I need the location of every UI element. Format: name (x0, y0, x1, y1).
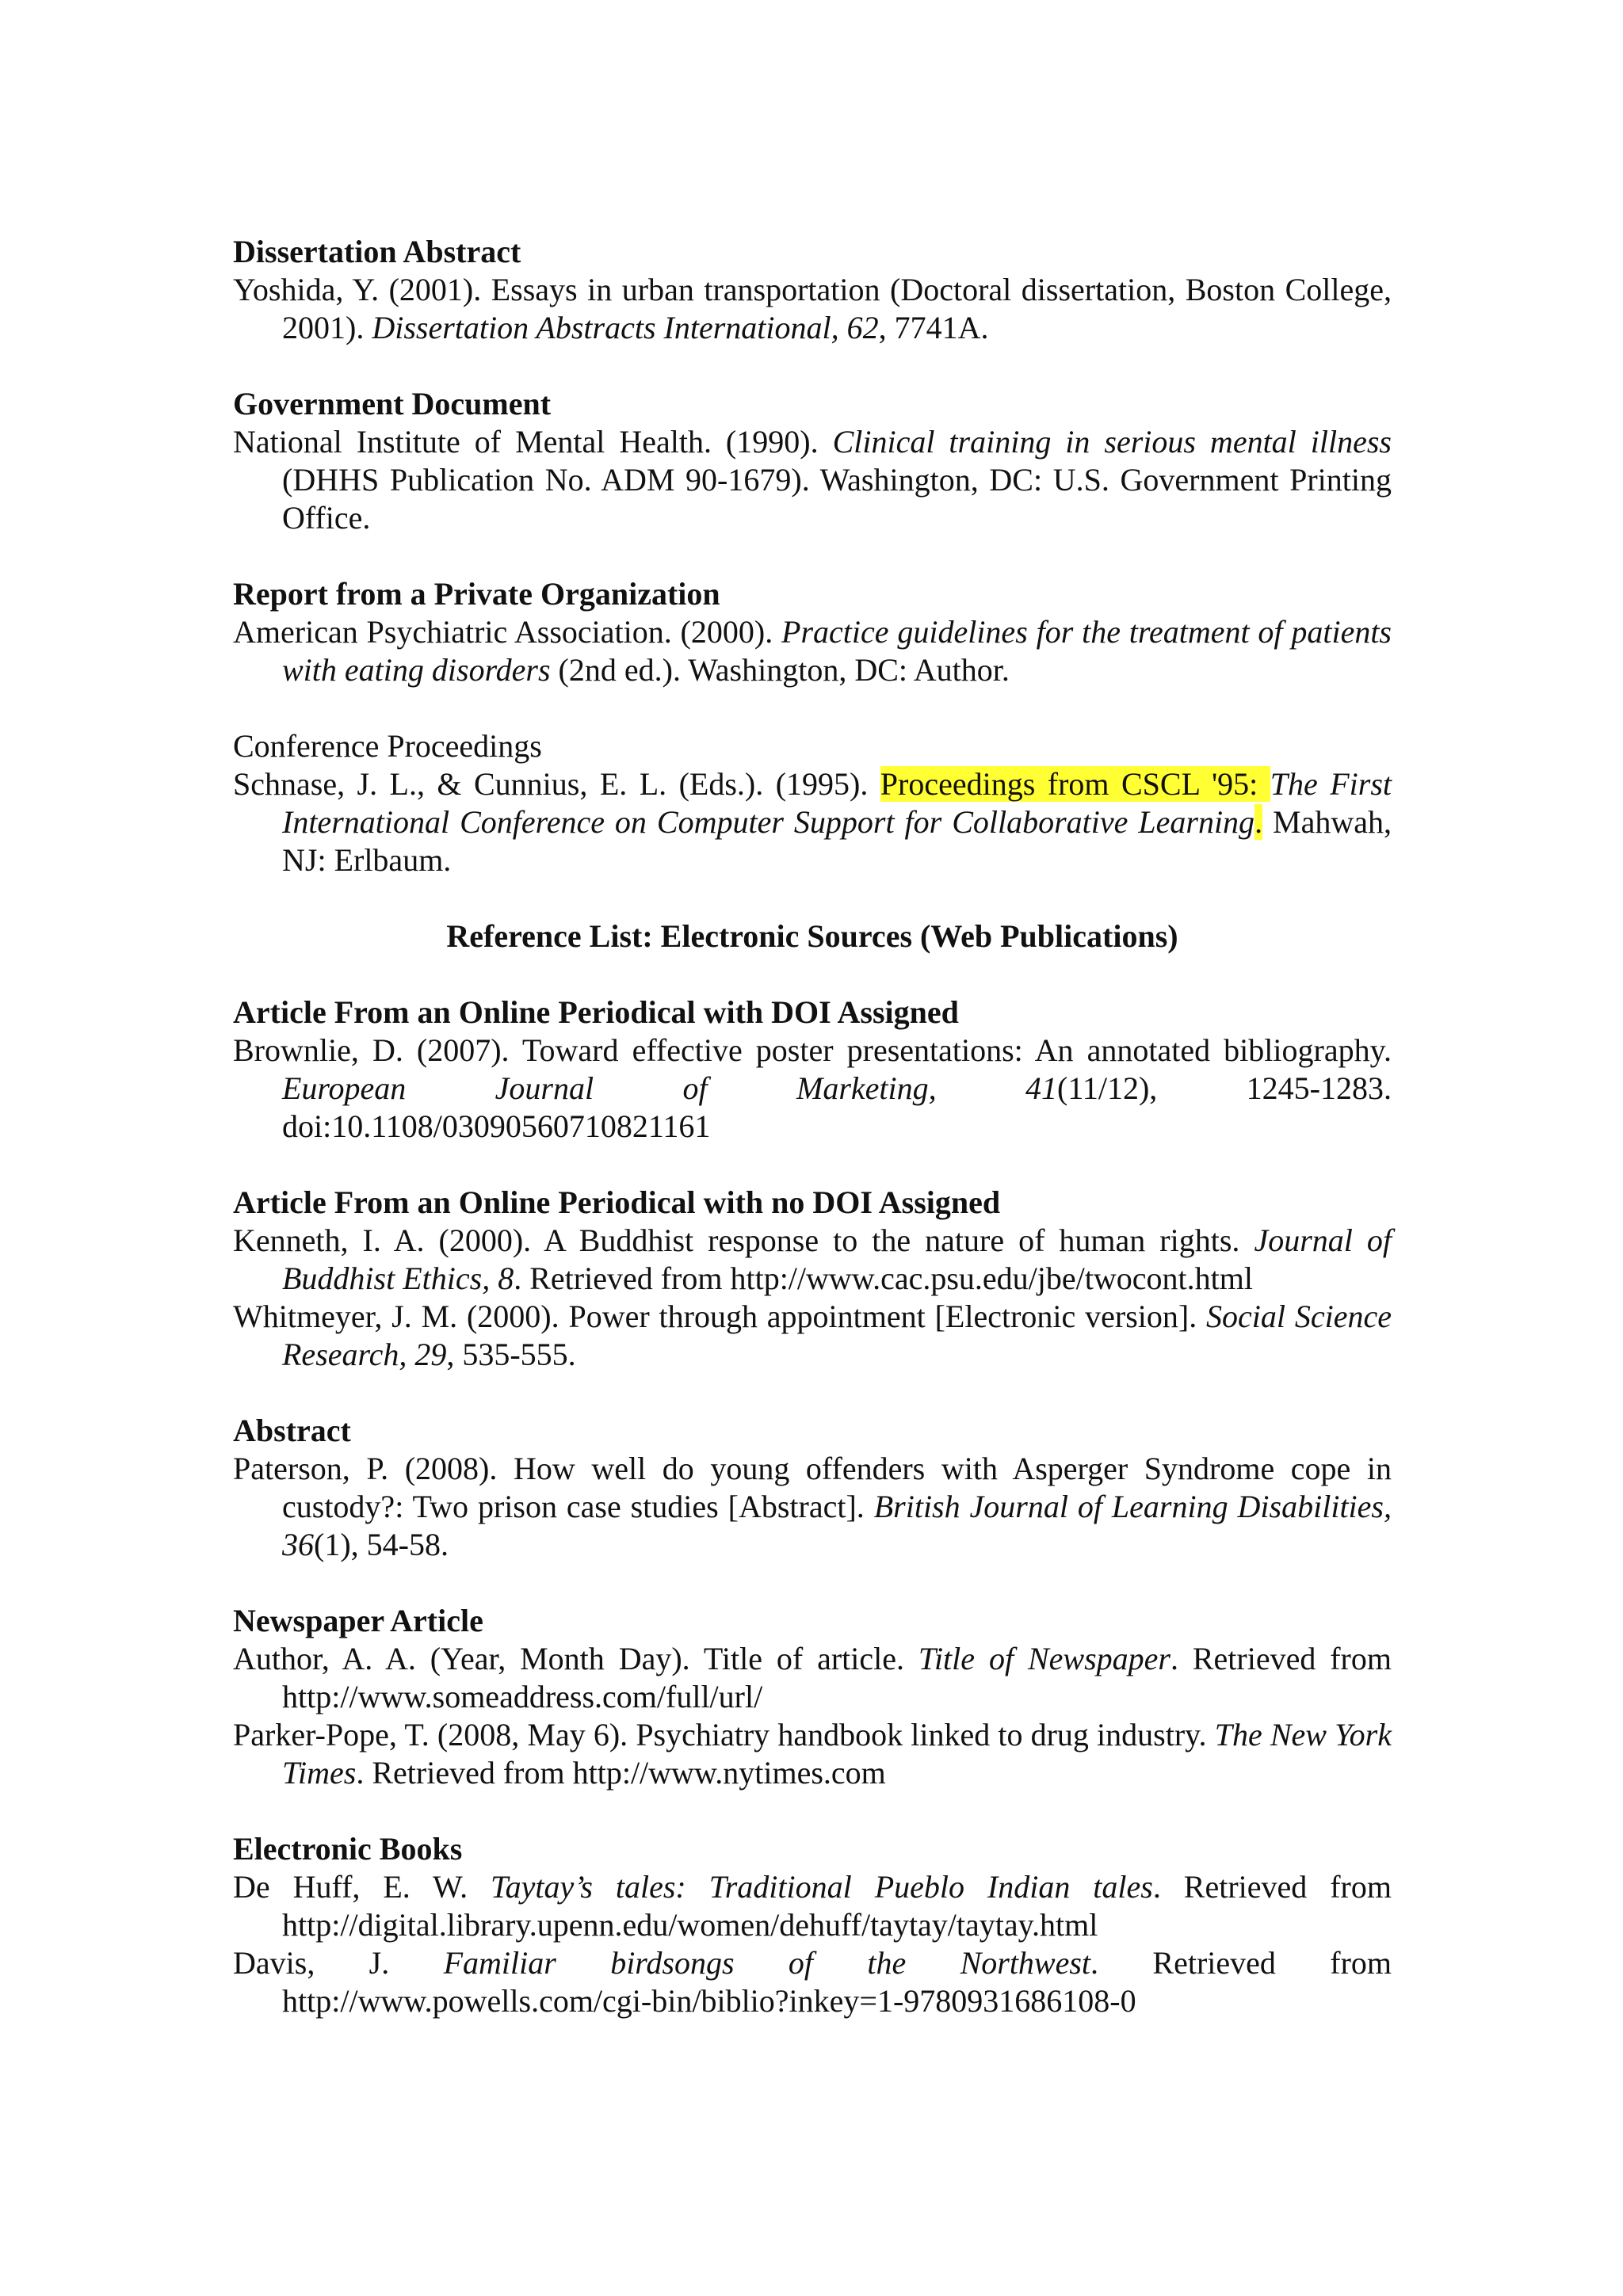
entry-text: American Psychiatric Association. (2000). (233, 614, 782, 650)
doi-heading: Article From an Online Periodical with DOI Assigned (233, 994, 959, 1030)
entry-source-title: Dissertation Abstracts International, 62 (372, 310, 879, 345)
entry-text: (2nd ed.). Washington, DC: Author. (550, 652, 1010, 688)
reference-entry (233, 1450, 1392, 1564)
reference-entry (233, 1868, 1392, 1944)
entry-text: Kenneth, I. A. (2000). A Buddhist response to the nature of human rights. (233, 1222, 1254, 1258)
entry-text: . Retrieved from http://www.powells.com/cgi-bin/biblio?inkey=1-9780931686108-0 (282, 1945, 1392, 2019)
entry-source-title: Taytay’s tales: Traditional Pueblo Indian tales (491, 1869, 1153, 1905)
entry-text: , 7741A. (878, 310, 989, 345)
reference-entry (233, 1944, 1392, 2020)
entry-text: , 535-555. (446, 1337, 576, 1372)
entry-source-title: British Journal of Learning Disabilities, 36 (282, 1489, 1392, 1562)
entry-text: De Huff, E. W. (233, 1869, 491, 1905)
entry-text: . Retrieved from http://www.someaddress.com/full/url/ (282, 1641, 1392, 1714)
entry-text: Yoshida, Y. (2001). Essays in urban transportation (Doctoral dissertation, Boston College, 2001). (233, 272, 1392, 345)
dissertation-heading: Dissertation Abstract (233, 234, 521, 269)
reference-entry (233, 1716, 1392, 1792)
electronic-sources-title: Reference List: Electronic Sources (Web Publications) (446, 918, 1178, 954)
entry-source-title: The New York Times (282, 1717, 1392, 1791)
entry-source-title: Title of Newspaper (918, 1641, 1170, 1676)
entry-source-title: European Journal of Marketing, 41 (282, 1070, 1058, 1106)
government-heading: Government Document (233, 386, 552, 421)
reference-entry (233, 765, 1392, 879)
reference-entry (233, 1640, 1392, 1716)
private-org-heading: Report from a Private Organization (233, 576, 720, 612)
abstract-heading: Abstract (233, 1413, 351, 1448)
no-doi-heading: Article From an Online Periodical with no DOI Assigned (233, 1184, 1001, 1220)
entry-text: Whitmeyer, J. M. (2000). Power through appointment [Electronic version]. (233, 1299, 1207, 1334)
ebooks-heading: Electronic Books (233, 1831, 463, 1867)
entry-text: . Retrieved from http://www.cac.psu.edu/jbe/twocont.html (514, 1261, 1253, 1296)
reference-entry (233, 1222, 1392, 1298)
entry-source-title: Familiar birdsongs of the Northwest (443, 1945, 1091, 1981)
entry-source-title: The First International Conference on Computer Support for Collaborative Learning (282, 766, 1392, 840)
entry-text: (DHHS Publication No. ADM 90-1679). Washington, DC: U.S. Government Printing Office. (282, 462, 1392, 536)
entry-text: Parker-Pope, T. (2008, May 6). Psychiatry handbook linked to drug industry. (233, 1717, 1215, 1753)
reference-entry (233, 613, 1392, 689)
entry-source-title: Clinical training in serious mental illness (832, 424, 1392, 460)
entry-source-title: Practice guidelines for the treatment of patients with eating disorders (282, 614, 1392, 688)
reference-entry (233, 1032, 1392, 1146)
entry-text: Mahwah, NJ: Erlbaum. (282, 804, 1392, 878)
entry-text: (11/12), 1245-1283. doi:10.1108/03090560710821161 (282, 1070, 1392, 1144)
highlighted-period: . (1254, 804, 1263, 840)
entry-text: . Retrieved from http://digital.library.upenn.edu/women/dehuff/taytay/taytay.html (282, 1869, 1392, 1943)
entry-text: Author, A. A. (Year, Month Day). Title of article. (233, 1641, 918, 1676)
entry-text: . Retrieved from http://www.nytimes.com (356, 1755, 886, 1791)
reference-entry (233, 271, 1392, 347)
reference-entry (233, 1298, 1392, 1374)
entry-text: (1), 54-58. (314, 1527, 449, 1562)
highlighted-text: Proceedings from CSCL '95: (880, 766, 1270, 802)
reference-entry (233, 423, 1392, 537)
entry-source-title: Journal of Buddhist Ethics, 8 (282, 1222, 1392, 1296)
entry-source-title: Social Science Research, 29 (282, 1299, 1392, 1372)
entry-text: Schnase, J. L., & Cunnius, E. L. (Eds.). (1995). (233, 766, 880, 802)
entry-text: Brownlie, D. (2007). Toward effective poster presentations: An annotated bibliography. (233, 1032, 1392, 1068)
reference-page (233, 233, 1392, 2020)
newspaper-heading: Newspaper Article (233, 1603, 483, 1638)
entry-text: National Institute of Mental Health. (1990). (233, 424, 833, 460)
conference-heading: Conference Proceedings (233, 728, 542, 764)
entry-text: Paterson, P. (2008). How well do young offenders with Asperger Syndrome cope in custody?: Two prison case studies [Abstract]. (233, 1451, 1392, 1524)
entry-text: Davis, J. (233, 1945, 444, 1981)
